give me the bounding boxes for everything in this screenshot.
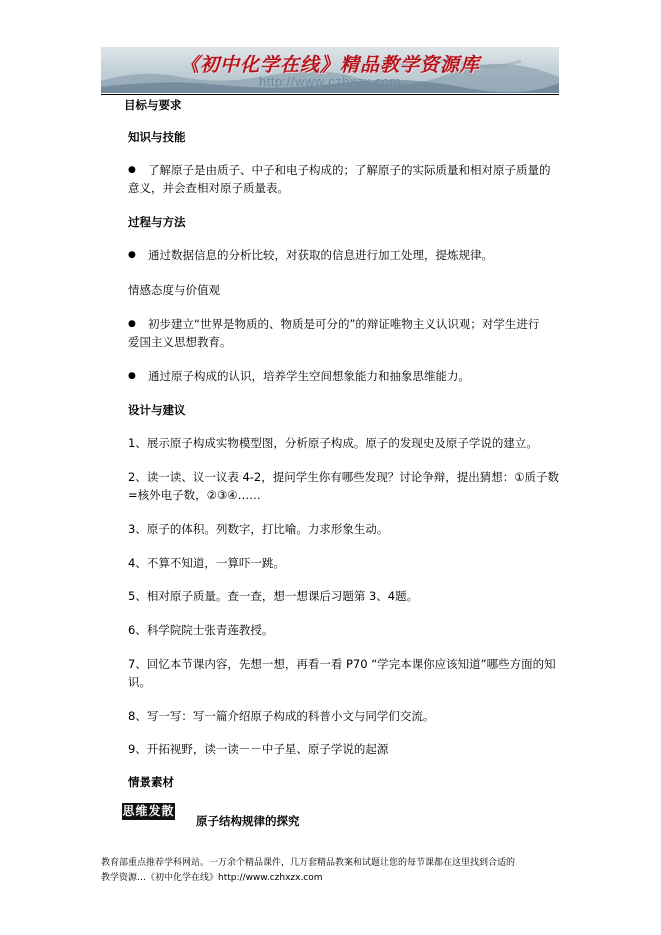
design-item-9: 9、开拓视野，读一读－－中子星、原子学说的起源: [128, 742, 389, 756]
design-item-4: 4、不算不知道，一算吓一跳。: [128, 556, 285, 570]
bullet-icon: ●: [128, 371, 136, 381]
header-banner: [101, 47, 559, 93]
design-item-2-line-1: 2、读一读、议一议表 4-2，提问学生你有哪些发现？讨论争辩，提出猜想：①质子数: [128, 470, 560, 484]
header-divider: [101, 94, 559, 95]
design-item-1: 1、展示原子构成实物模型图，分析原子构成。原子的发现史及原子学说的建立。: [128, 436, 538, 450]
emotion-item-2: 通过原子构成的认识，培养学生空间想象能力和抽象思维能力。: [148, 369, 470, 383]
knowledge-heading: 知识与技能: [128, 130, 186, 144]
emotion-item-1-line-2: 爱国主义思想教育。: [128, 335, 232, 349]
emotion-item-1-line-1: 初步建立“世界是物质的、物质是可分的”的辩证唯物主义认识观；对学生进行: [148, 317, 540, 331]
design-item-3: 3、原子的体积。列数字，打比喻。力求形象生动。: [128, 522, 389, 536]
knowledge-item-1-line-1: 了解原子是由质子、中子和电子构成的；了解原子的实际质量和相对原子质量的: [148, 163, 551, 177]
bullet-icon: ●: [128, 319, 136, 329]
bullet-icon: ●: [128, 165, 136, 175]
process-heading: 过程与方法: [128, 215, 186, 229]
material-heading: 情景素材: [128, 775, 174, 789]
material-subtitle: 原子结构规律的探究: [196, 814, 300, 828]
emotion-heading: 情感态度与价值观: [128, 283, 220, 297]
banner-title: 《初中化学在线》精品教学资源库: [179, 54, 480, 76]
design-item-7-line-2: 识。: [128, 675, 151, 689]
thinking-tag-badge: 思维发散: [122, 804, 175, 818]
bullet-icon: ●: [128, 250, 136, 260]
design-heading: 设计与建议: [128, 403, 186, 417]
design-item-5: 5、相对原子质量。查一查，想一想课后习题第 3、4题。: [128, 589, 419, 603]
design-item-6: 6、科学院院士张青莲教授。: [128, 623, 274, 637]
design-item-7-line-1: 7、回忆本节课内容，先想一想，再看一看 P70 “学完本课你应该知道”哪些方面的知: [128, 657, 556, 671]
knowledge-item-1-line-2: 意义，并会查相对原子质量表。: [128, 181, 289, 195]
footer-line-1: 教育部重点推荐学科网站。一万余个精品课件，几万套精品教案和试题让您的每节课都在这里找到合适的: [101, 858, 516, 868]
banner-url[interactable]: http://www.czhxzx.com: [259, 74, 401, 89]
design-item-2-line-2: =核外电子数，②③④……: [128, 488, 261, 502]
footer-line-2: 教学资源…《初中化学在线》http://www.czhxzx.com: [101, 873, 323, 883]
goals-heading: 目标与要求: [124, 98, 182, 112]
process-item-1: 通过数据信息的分析比较，对获取的信息进行加工处理，提炼规律。: [148, 248, 493, 262]
design-item-8: 8、写一写：写一篇介绍原子构成的科普小文与同学们交流。: [128, 709, 435, 723]
